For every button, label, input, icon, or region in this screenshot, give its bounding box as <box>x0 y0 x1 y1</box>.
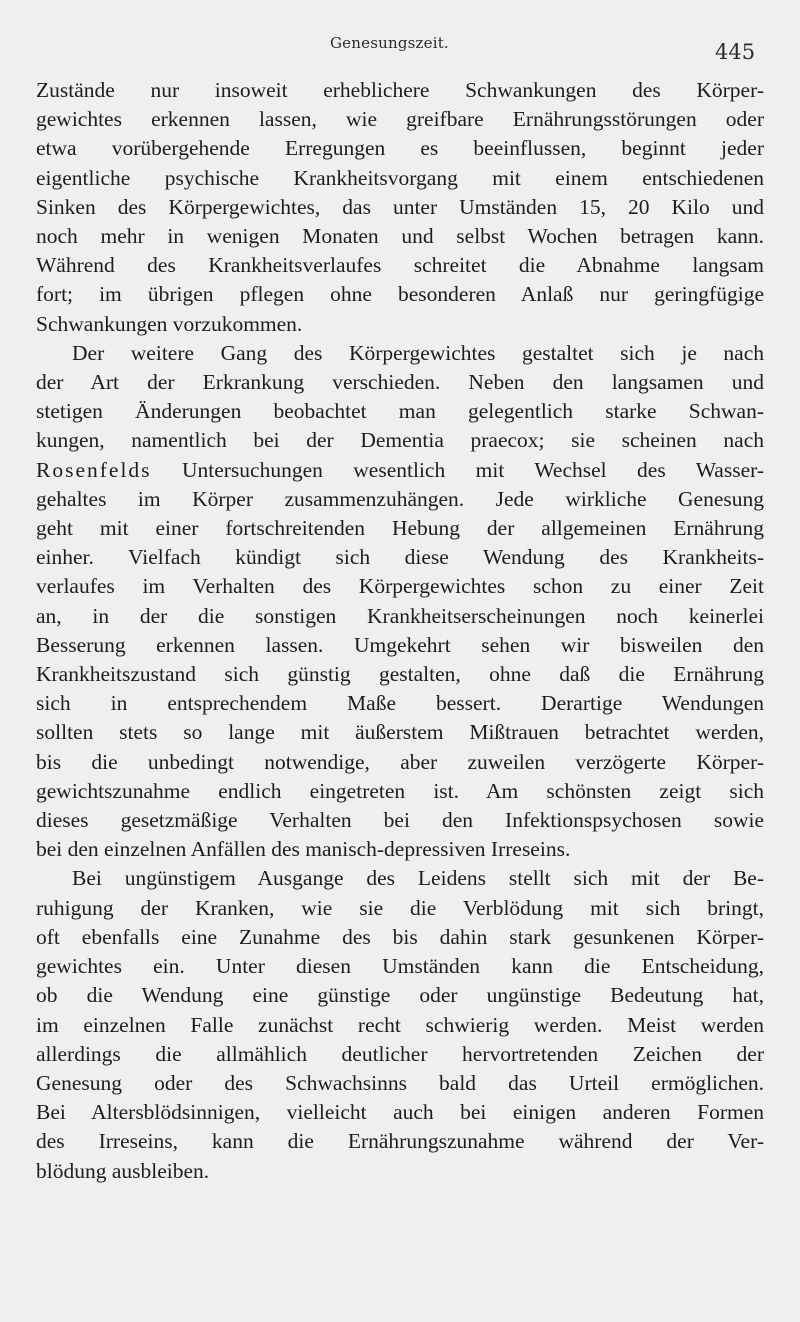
text-line: einher. Vielfach kündigt sich diese Wendung des Krankheits- <box>36 545 764 570</box>
text-line-with-name <box>36 456 764 485</box>
text-fragment: Untersuchungen wesentlich mit Wechsel des Wasser- <box>151 457 764 482</box>
text-line: bis die unbedingt notwendige, aber zuweilen verzögerte Körper- <box>36 749 764 774</box>
text-line: gewichtes erkennen lassen, wie greifbare Ernährungsstörungen oder <box>36 107 764 132</box>
text-line: Schwankungen vorzukommen. <box>36 311 303 336</box>
text-line: Bei Altersblödsinnigen, vielleicht auch bei einigen anderen Formen <box>36 1100 764 1125</box>
text-line: Krankheitszustand sich günstig gestalten, ohne daß die Ernährung <box>36 662 764 687</box>
paragraph-3 <box>36 864 764 1185</box>
text-line: verlaufes im Verhalten des Körpergewichtes schon zu einer Zeit <box>36 574 764 599</box>
page-header <box>0 30 800 70</box>
text-line: Besserung erkennen lassen. Umgekehrt sehen wir bisweilen den <box>36 632 764 657</box>
text-line: ob die Wendung eine günstige oder ungünstige Bedeutung hat, <box>36 983 764 1008</box>
text-line: dieses gesetzmäßige Verhalten bei den Infektionspsychosen sowie <box>36 808 764 833</box>
text-line: gehaltes im Körper zusammenzuhängen. Jede wirkliche Genesung <box>36 486 764 511</box>
text-line: noch mehr in wenigen Monaten und selbst Wochen betragen kann. <box>36 224 764 249</box>
body-text <box>36 76 764 1186</box>
text-line: eigentliche psychische Krankheitsvorgang mit einem entschiedenen <box>36 165 764 190</box>
text-line: sollten stets so lange mit äußerstem Mißtrauen betrachtet werden, <box>36 720 764 745</box>
text-line: bei den einzelnen Anfällen des manisch-depressiven Irreseins. <box>36 837 571 862</box>
text-line: Der weitere Gang des Körpergewichtes gestaltet sich je nach <box>72 340 764 365</box>
text-line: gewichtes ein. Unter diesen Umständen kann die Entscheidung, <box>36 954 764 979</box>
text-line: fort; im übrigen pflegen ohne besonderen Anlaß nur geringfügige <box>36 282 764 307</box>
text-line: Während des Krankheitsverlaufes schreitet die Abnahme langsam <box>36 253 764 278</box>
text-line: an, in der die sonstigen Krankheitserscheinungen noch keinerlei <box>36 603 764 628</box>
author-name-spaced: Rosenfelds <box>36 457 152 482</box>
text-line: sich in entsprechendem Maße bessert. Derartige Wendungen <box>36 691 764 716</box>
text-line: Zustände nur insoweit erheblichere Schwankungen des Körper- <box>36 78 764 102</box>
text-line: allerdings die allmählich deutlicher hervortretenden Zeichen der <box>36 1041 764 1066</box>
text-line: kungen, namentlich bei der Dementia praecox; sie scheinen nach <box>36 428 764 453</box>
text-line: oft ebenfalls eine Zunahme des bis dahin stark gesunkenen Körper- <box>36 924 764 949</box>
text-line: gewichtszunahme endlich eingetreten ist. Am schönsten zeigt sich <box>36 778 764 803</box>
text-line: Bei ungünstigem Ausgange des Leidens stellt sich mit der Be- <box>72 866 764 891</box>
text-line: im einzelnen Falle zunächst recht schwierig werden. Meist werden <box>36 1012 764 1037</box>
text-line: des Irreseins, kann die Ernährungszunahme während der Ver- <box>36 1129 764 1154</box>
text-line: ruhigung der Kranken, wie sie die Verblödung mit sich bringt, <box>36 895 764 920</box>
text-line: geht mit einer fortschreitenden Hebung der allgemeinen Ernährung <box>36 516 764 541</box>
paragraph-1 <box>36 76 764 339</box>
text-line: Sinken des Körpergewichtes, das unter Umständen 15, 20 Kilo und <box>36 194 764 219</box>
text-line: etwa vorübergehende Erregungen es beeinflussen, beginnt jeder <box>36 136 764 161</box>
text-line: Genesung oder des Schwachsinns bald das Urteil ermöglichen. <box>36 1070 764 1095</box>
text-line: blödung ausbleiben. <box>36 1158 210 1183</box>
running-title: Genesungszeit. <box>330 34 449 52</box>
page-number: 445 <box>715 40 756 64</box>
text-line: der Art der Erkrankung verschieden. Neben den langsamen und <box>36 370 764 395</box>
text-line: stetigen Änderungen beobachtet man gelegentlich starke Schwan- <box>36 399 764 424</box>
paragraph-2 <box>36 339 764 865</box>
